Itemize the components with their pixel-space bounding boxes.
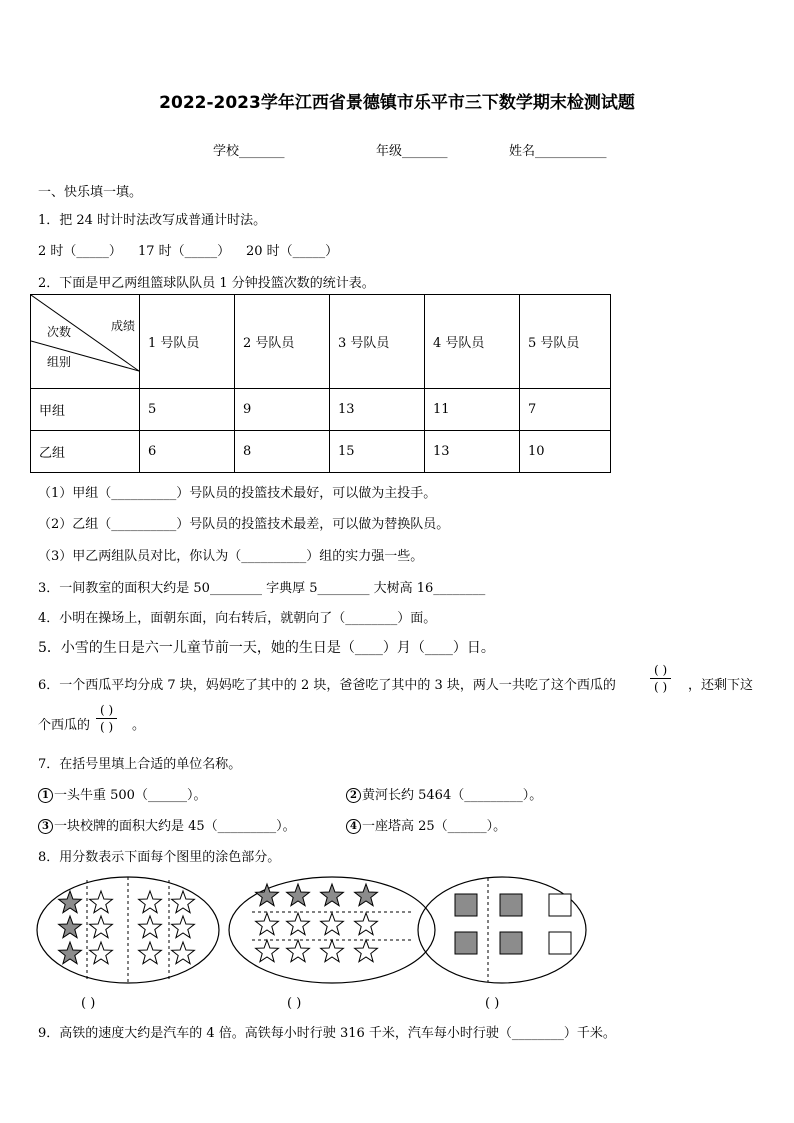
star-icon [256,940,279,962]
star-shaded-icon [355,884,378,906]
star-icon [355,940,378,962]
corner-label-score: 成绩 [111,319,136,333]
star-icon [90,916,113,938]
row-group-label: 乙组 [31,431,140,473]
question-6-part-4: 。 [132,718,146,733]
table-cell: 8 [235,431,330,473]
square-empty [549,932,571,954]
column-header: 5 号队员 [520,295,611,389]
name-field[interactable]: 姓名___________ [509,144,607,159]
table-cell: 15 [330,431,425,473]
q8-answer-2[interactable]: ( ) [287,996,302,1011]
question-5[interactable]: 5．小雪的生日是六一儿童节前一天，她的生日是（____）月（____）日。 [38,640,495,656]
corner-label-count: 次数 [47,325,72,339]
fraction-figures [30,870,770,992]
q1-item-1[interactable]: 2 时（_____） [38,244,122,259]
question-8: 8．用分数表示下面每个图里的涂色部分。 [38,850,281,865]
question-2: 2．下面是甲乙两组篮球队队员 1 分钟投篮次数的统计表。 [38,276,375,291]
question-1: 1．把 24 时计时法改写成普通计时法。 [38,213,267,228]
square-shaded [500,932,522,954]
star-icon [287,940,310,962]
q8-answer-3[interactable]: ( ) [485,996,500,1011]
column-header: 1 号队员 [140,295,235,389]
star-icon [355,913,378,935]
star-icon [139,891,162,913]
star-shaded-icon [59,942,82,964]
question-7: 7．在括号里填上合适的单位名称。 [38,757,242,772]
q6-fraction-2[interactable] [96,702,117,735]
square-shaded [455,932,477,954]
q7-item-1[interactable] [38,784,206,803]
table-cell: 5 [140,389,235,431]
star-icon [321,940,344,962]
school-field[interactable]: 学校_______ [213,144,285,159]
star-shaded-icon [321,884,344,906]
star-icon [172,891,195,913]
figure-1-ellipse [37,877,219,983]
star-icon [139,916,162,938]
table-cell: 13 [330,389,425,431]
circled-number: 4 [346,819,361,834]
q2-sub-2[interactable]: （2）乙组（__________）号队员的投篮技术最差，可以做为替换队员。 [38,517,450,532]
question-6-part-2: ，还剩下这 [688,678,754,693]
q7-item-2[interactable] [346,784,542,803]
star-icon [90,942,113,964]
circled-number: 1 [38,788,53,803]
star-shaded-icon [59,891,82,913]
table-cell: 7 [520,389,611,431]
q7-item-text: 一头牛重 500（______）。 [54,788,207,803]
figure-1-stars [59,891,195,964]
page-title: 2022-2023学年江西省景德镇市乐平市三下数学期末检测试题 [159,93,635,113]
q2-sub-1[interactable]: （1）甲组（__________）号队员的投篮技术最好，可以做为主投手。 [38,486,437,501]
q7-item-text: 一块校牌的面积大约是 45（_________）。 [54,819,296,834]
star-shaded-icon [59,916,82,938]
question-3[interactable]: 3．一间教室的面积大约是 50________ 字典厚 5________ 大树高 16________ [38,581,486,596]
q7-item-text: 一座塔高 25（______）。 [362,819,507,834]
section-heading: 一、快乐填一填。 [38,185,143,200]
square-shaded [500,894,522,916]
column-header: 3 号队员 [330,295,425,389]
q7-item-3[interactable] [38,815,296,834]
star-icon [172,916,195,938]
star-icon [321,913,344,935]
question-9[interactable]: 9．高铁的速度大约是汽车的 4 倍。高铁每小时行驶 316 千米，汽车每小时行驶（________）千米。 [38,1026,616,1041]
question-6-part-1: 6．一个西瓜平均分成 7 块，妈妈吃了其中的 2 块，爸爸吃了其中的 3 块，两人一共吃了这个西瓜的 [38,678,616,693]
star-icon [90,891,113,913]
table-corner-cell [31,295,140,389]
grade-field[interactable]: 年级_______ [376,144,448,159]
question-6-part-3: 个西瓜的 [38,718,91,733]
fraction-numerator: ( ) [650,662,671,679]
q8-answer-1[interactable]: ( ) [81,996,96,1011]
figure-2-stars [256,884,378,962]
column-header: 4 号队员 [425,295,520,389]
table-cell: 11 [425,389,520,431]
table-cell: 6 [140,431,235,473]
square-shaded [455,894,477,916]
fraction-denominator: ( ) [100,720,114,734]
diagonal-lines-icon [31,295,147,389]
fraction-denominator: ( ) [654,680,668,694]
column-header: 2 号队员 [235,295,330,389]
circled-number: 3 [38,819,53,834]
table-cell: 13 [425,431,520,473]
q1-item-3[interactable]: 20 时（_____） [246,244,339,259]
table-cell: 9 [235,389,330,431]
q1-item-2[interactable]: 17 时（_____） [138,244,231,259]
star-icon [256,913,279,935]
star-shaded-icon [256,884,279,906]
fraction-numerator: ( ) [96,702,117,719]
figure-3-squares [455,894,571,954]
q7-item-text: 黄河长约 5464（_________）。 [362,788,543,803]
table-row [31,431,611,473]
q6-fraction-1[interactable] [650,662,671,695]
table-cell: 10 [520,431,611,473]
row-group-label: 甲组 [31,389,140,431]
star-icon [139,942,162,964]
corner-label-group: 组别 [47,355,72,369]
figure-3-ellipse [418,877,586,983]
question-4[interactable]: 4．小明在操场上，面朝东面，向右转后，就朝向了（________）面。 [38,611,437,626]
table-row [31,389,611,431]
star-icon [287,913,310,935]
stats-table [30,294,611,473]
square-empty [549,894,571,916]
circled-number: 2 [346,788,361,803]
q7-item-4[interactable] [346,815,506,834]
star-icon [172,942,195,964]
star-shaded-icon [287,884,310,906]
q2-sub-3[interactable]: （3）甲乙两组队员对比，你认为（__________）组的实力强一些。 [38,549,424,564]
